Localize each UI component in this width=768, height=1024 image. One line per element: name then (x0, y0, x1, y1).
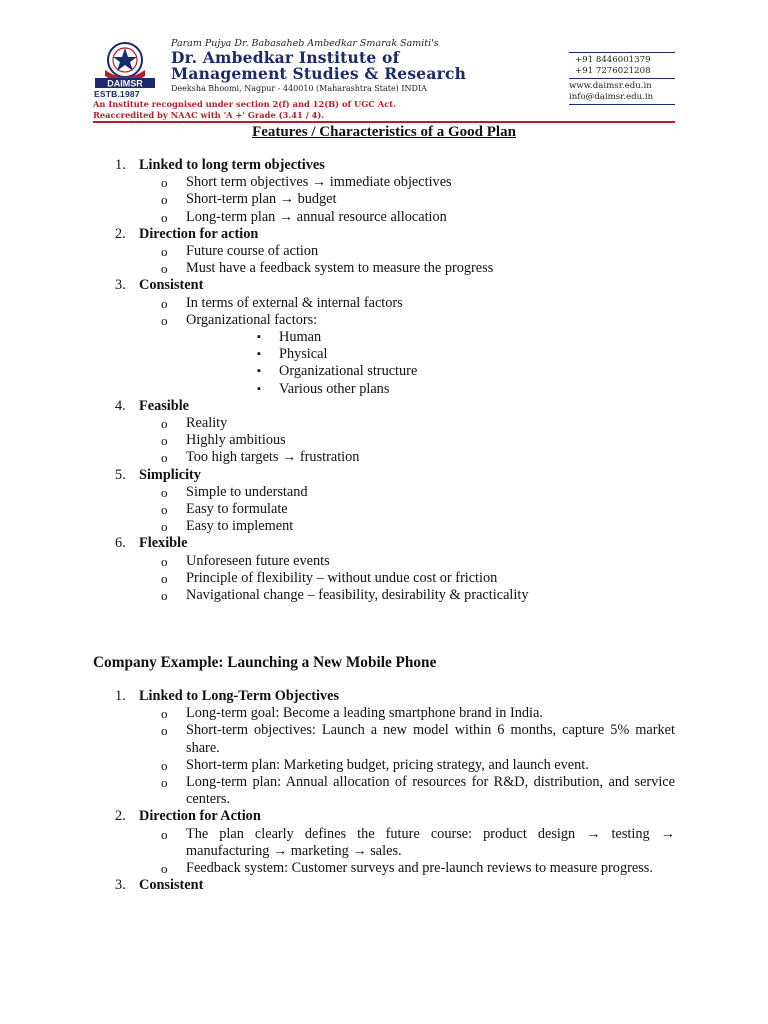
institute-name-line2: Management Studies & Research (171, 64, 467, 83)
sub-list (139, 174, 675, 226)
sub-item (139, 243, 675, 260)
sub-item-text: Long-term plan: Annual allocation of resources for R&D, distribution, and service centers. (186, 774, 675, 808)
sub-item (139, 553, 675, 570)
outline-item (93, 467, 675, 536)
sub-item-text: Unforeseen future events (186, 552, 330, 569)
sub-item-text: Must have a feedback system to measure the progress (186, 260, 494, 277)
outline-item (93, 535, 675, 604)
sub-item (139, 705, 675, 722)
item-heading: Linked to Long-Term Objectives (139, 688, 340, 704)
sub-item-text: Too high targets → frustration (186, 449, 360, 466)
features-section (93, 157, 675, 604)
bullet-item: ▪ Organizational structure (186, 363, 675, 380)
sub-item-text: Long-term goal: Become a leading smartphone brand in India. (186, 705, 543, 722)
sub-item (139, 570, 675, 587)
institute-name-line1: Dr. Ambedkar Institute of (171, 48, 400, 67)
item-heading: Consistent (139, 877, 204, 894)
example-section (93, 688, 675, 894)
page-title: Features / Characteristics of a Good Plan (252, 124, 516, 140)
bullet-item: ▪ Human (186, 329, 675, 346)
item-number: 4. (115, 397, 126, 414)
item-heading: Flexible (139, 535, 188, 552)
sub-item-text: Long-term plan → annual resource allocation (186, 208, 447, 225)
sub-item (139, 826, 675, 860)
bullet-item: ▪ Physical (186, 346, 675, 363)
item-number: 1. (115, 157, 126, 173)
item-number: 2. (115, 808, 126, 825)
contact-divider (569, 104, 675, 105)
sub-item-text: Future course of action (186, 243, 319, 260)
item-heading: Simplicity (139, 466, 201, 483)
outline-item (93, 226, 675, 278)
sub-item-text: Principle of flexibility – without undue cost or friction (186, 569, 498, 586)
sub-item (139, 484, 675, 501)
outline-item (93, 877, 675, 894)
sub-item-text: Navigational change – feasibility, desirability & practicality (186, 587, 529, 604)
outline-item (93, 157, 675, 226)
sub-item-text: Reality (186, 415, 228, 432)
contact-divider (569, 52, 675, 53)
item-heading: Direction for Action (139, 808, 261, 825)
contact-divider (569, 78, 675, 79)
sub-item-text: Short-term plan: Marketing budget, pricing strategy, and launch event. (186, 756, 589, 773)
bullet-list (186, 329, 675, 398)
item-number: 1. (115, 688, 126, 704)
sub-item (139, 518, 675, 535)
item-heading: Consistent (139, 277, 204, 294)
phone-number-2: +91 7276021208 (575, 65, 651, 76)
sub-item (139, 774, 675, 808)
sub-item (139, 191, 675, 208)
item-heading: Feasible (139, 397, 190, 414)
item-number: 2. (115, 225, 126, 242)
sub-item (139, 260, 675, 277)
features-list (93, 157, 675, 604)
sub-item (139, 432, 675, 449)
sub-item-text: Easy to implement (186, 518, 294, 535)
item-heading: Linked to long term objectives (139, 157, 325, 173)
sub-item-text: The plan clearly defines the future course: product design → testing → manufacturing → marketing → sales. (186, 825, 675, 859)
sub-list (139, 705, 675, 808)
sub-item-text: Feedback system: Customer surveys and pre-launch reviews to measure progress. (186, 860, 653, 877)
letterhead (93, 38, 675, 122)
sub-item-text: In terms of external & internal factors (186, 294, 403, 311)
sub-item-text: Highly ambitious (186, 432, 286, 449)
bullet-item: ▪ Various other plans (186, 381, 675, 398)
example-title: Company Example: Launching a New Mobile Phone (93, 654, 437, 671)
sub-item (139, 722, 675, 756)
item-number: 3. (115, 277, 126, 294)
phone-number-1: +91 8446001379 (575, 55, 651, 65)
website-link[interactable]: www.daimsr.edu.in (569, 81, 652, 91)
item-number: 6. (115, 535, 126, 552)
sub-list (139, 484, 675, 536)
sub-item (139, 860, 675, 877)
email-link[interactable]: info@daimsr.edu.in (569, 91, 654, 102)
ugc-recognition: An Institute recognised under section 2(f) and 12(B) of UGC Act. (93, 99, 396, 109)
established-year: ESTB.1987 (94, 89, 140, 99)
trust-name: Param Pujya Dr. Babasaheb Ambedkar Smarak Samiti's (171, 38, 439, 49)
outline-item (93, 398, 675, 467)
sub-item (139, 501, 675, 518)
outline-item (93, 277, 675, 397)
outline-item (93, 688, 675, 808)
logo-text: DAIMSR (107, 78, 143, 89)
sub-item-text: Short-term objectives: Launch a new model within 6 months, capture 5% market share. (186, 722, 675, 756)
sub-list (139, 295, 675, 398)
sub-item (139, 587, 675, 604)
sub-item-text: Short-term plan → budget (186, 191, 337, 208)
sub-item-text: Short term objectives → immediate objectives (186, 174, 452, 191)
accreditation-note (93, 99, 396, 121)
item-number: 5. (115, 466, 126, 483)
sub-list (139, 415, 675, 467)
item-number: 3. (115, 877, 126, 894)
contact-block (569, 50, 675, 107)
outline-item (93, 808, 675, 877)
sub-item (139, 415, 675, 432)
sub-item (139, 174, 675, 191)
sub-list (139, 553, 675, 605)
sub-item (139, 209, 675, 226)
example-list (93, 688, 675, 894)
institute-address: Deeksha Bhoomi, Nagpur - 440010 (Maharashtra State) INDIA (171, 84, 427, 93)
sub-list (139, 243, 675, 277)
sub-item (139, 757, 675, 774)
sub-item-text: Simple to understand (186, 483, 308, 500)
naac-grade: Reaccredited by NAAC with 'A +' Grade (3.41 / 4). (93, 110, 325, 120)
sub-list (139, 826, 675, 878)
item-heading: Direction for action (139, 225, 259, 242)
sub-item (139, 295, 675, 312)
sub-item (139, 449, 675, 466)
sub-item-text: Organizational factors: (186, 311, 318, 328)
sub-item (139, 312, 675, 398)
sub-item-text: Easy to formulate (186, 501, 288, 518)
organization-header (171, 38, 571, 93)
